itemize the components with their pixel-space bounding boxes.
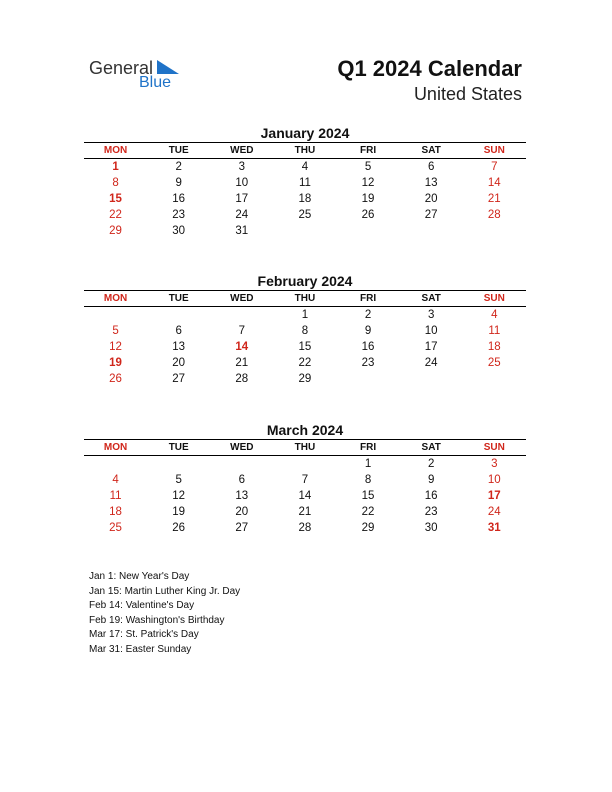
month-title: March 2024 [266, 422, 344, 438]
day-cell: 14 [235, 341, 249, 353]
day-cell: 30 [172, 225, 186, 237]
day-cell: 27 [424, 209, 438, 221]
logo-triangle-icon [157, 60, 179, 74]
day-cell: 28 [487, 209, 501, 221]
day-cell: 17 [235, 193, 249, 205]
day-cell: 19 [361, 193, 375, 205]
day-cell: 24 [487, 506, 501, 518]
holiday-item: Feb 19: Washington's Birthday [89, 614, 225, 626]
day-header-mon: MON [103, 145, 128, 156]
day-cell: 16 [424, 490, 438, 502]
empty-day-cell [84, 307, 147, 323]
day-cell: 18 [298, 193, 312, 205]
day-cell: 2 [175, 161, 182, 173]
day-cell: 25 [298, 209, 312, 221]
empty-day-cell [463, 223, 526, 239]
day-cell: 24 [424, 357, 438, 369]
weeks [84, 456, 526, 536]
empty-day-cell [400, 371, 463, 387]
day-cell: 4 [301, 161, 309, 173]
day-cell: 24 [235, 209, 249, 221]
week-row [84, 175, 526, 191]
day-cell: 21 [235, 357, 249, 369]
day-cell: 12 [109, 341, 122, 353]
week-row [84, 472, 526, 488]
holiday-list [89, 570, 240, 657]
logo-text-general: General [89, 58, 154, 78]
week-row [84, 159, 526, 175]
day-cell: 2 [427, 458, 435, 470]
day-header-sat: SAT [421, 145, 441, 156]
day-header-fri: FRI [360, 293, 377, 304]
day-cell: 22 [298, 357, 312, 369]
day-cell: 4 [491, 309, 498, 321]
day-header-fri: FRI [360, 442, 377, 453]
holiday-item: Mar 17: St. Patrick's Day [89, 629, 199, 640]
day-cell: 7 [238, 325, 246, 337]
day-cell: 20 [172, 357, 186, 369]
day-cell: 28 [298, 522, 312, 534]
day-cell: 25 [109, 522, 122, 534]
day-cell: 1 [301, 309, 309, 321]
week-row [84, 339, 526, 355]
day-cell: 3 [238, 161, 246, 173]
week-row [84, 520, 526, 536]
day-cell: 23 [424, 506, 438, 518]
day-cell: 22 [361, 506, 375, 518]
week-row [84, 371, 526, 387]
day-header-sun: SUN [483, 293, 505, 304]
empty-day-cell [337, 371, 400, 387]
day-cell: 14 [487, 177, 501, 189]
day-cell: 27 [172, 373, 186, 385]
day-cell: 5 [112, 325, 119, 337]
day-cell: 16 [361, 341, 375, 353]
day-header-thu: THU [294, 293, 316, 304]
day-cell: 29 [361, 522, 375, 534]
day-header-sun: SUN [483, 442, 505, 453]
day-cell: 26 [172, 522, 186, 534]
day-header-fri: FRI [360, 145, 377, 156]
month-february [84, 272, 526, 387]
day-cell: 11 [109, 490, 122, 502]
day-cell: 30 [424, 522, 438, 534]
day-header-mon: MON [103, 442, 128, 453]
day-cell: 3 [491, 458, 498, 470]
day-cell: 13 [235, 490, 249, 502]
week-row [84, 504, 526, 520]
day-cell: 8 [301, 325, 309, 337]
day-cell: 5 [175, 474, 182, 486]
day-cell: 3 [427, 309, 435, 321]
day-header-row [84, 440, 526, 455]
day-cell: 15 [109, 193, 122, 205]
week-row [84, 323, 526, 339]
day-header-tue: TUE [168, 442, 189, 453]
day-cell: 17 [487, 490, 501, 502]
day-cell: 7 [491, 161, 498, 173]
week-row [84, 355, 526, 371]
day-cell: 13 [172, 341, 186, 353]
empty-day-cell [273, 456, 336, 472]
day-cell: 8 [112, 177, 119, 189]
empty-day-cell [273, 223, 336, 239]
day-header-tue: TUE [168, 293, 189, 304]
day-cell: 26 [361, 209, 375, 221]
day-cell: 20 [424, 193, 438, 205]
day-cell: 19 [109, 357, 122, 369]
empty-day-cell [337, 223, 400, 239]
day-cell: 26 [109, 373, 122, 385]
day-header-sun: SUN [483, 145, 505, 156]
week-row [84, 191, 526, 207]
logo-text-blue: Blue [139, 74, 172, 91]
day-cell: 12 [172, 490, 186, 502]
day-cell: 9 [427, 474, 435, 486]
day-header-sat: SAT [421, 442, 441, 453]
day-cell: 15 [298, 341, 312, 353]
holiday-item: Feb 14: Valentine's Day [89, 600, 195, 611]
day-header-row [84, 143, 526, 158]
month-january [84, 124, 526, 239]
day-cell: 29 [109, 225, 122, 237]
day-cell: 9 [364, 325, 372, 337]
day-cell: 9 [175, 177, 182, 189]
day-cell: 10 [235, 177, 249, 189]
day-cell: 18 [109, 506, 122, 518]
day-cell: 6 [175, 325, 182, 337]
day-header-mon: MON [103, 293, 128, 304]
month-title: February 2024 [257, 273, 353, 289]
week-row [84, 207, 526, 223]
logo [89, 56, 189, 96]
week-row [84, 488, 526, 504]
day-cell: 6 [427, 161, 435, 173]
month-march [84, 421, 526, 536]
empty-day-cell [210, 307, 273, 323]
page-title: Q1 2024 Calendar [337, 56, 522, 81]
week-row [84, 307, 526, 323]
day-cell: 31 [235, 225, 249, 237]
day-header-row [84, 291, 526, 306]
day-cell: 5 [364, 161, 372, 173]
day-cell: 29 [298, 373, 312, 385]
day-cell: 19 [172, 506, 186, 518]
day-cell: 16 [172, 193, 186, 205]
week-row [84, 223, 526, 239]
page-subtitle: United States [413, 84, 522, 104]
week-row [84, 456, 526, 472]
empty-day-cell [147, 456, 210, 472]
day-cell: 28 [235, 373, 249, 385]
day-cell: 17 [424, 341, 438, 353]
day-cell: 10 [487, 474, 501, 486]
empty-day-cell [210, 456, 273, 472]
month-title: January 2024 [260, 125, 350, 141]
day-cell: 21 [487, 193, 501, 205]
day-header-thu: THU [294, 442, 316, 453]
empty-day-cell [147, 307, 210, 323]
day-header-wed: WED [230, 145, 254, 156]
weeks [84, 307, 526, 387]
day-cell: 7 [301, 474, 309, 486]
day-cell: 2 [364, 309, 372, 321]
day-header-wed: WED [230, 442, 254, 453]
day-cell: 1 [364, 458, 372, 470]
day-header-thu: THU [294, 145, 316, 156]
day-cell: 12 [361, 177, 375, 189]
day-cell: 23 [361, 357, 375, 369]
day-cell: 15 [361, 490, 375, 502]
empty-day-cell [84, 456, 147, 472]
day-cell: 11 [298, 177, 311, 189]
empty-day-cell [463, 371, 526, 387]
day-cell: 22 [109, 209, 122, 221]
day-cell: 8 [364, 474, 372, 486]
day-cell: 27 [235, 522, 249, 534]
day-cell: 14 [298, 490, 312, 502]
day-cell: 25 [487, 357, 501, 369]
day-cell: 4 [112, 474, 119, 486]
day-cell: 18 [487, 341, 501, 353]
day-cell: 1 [112, 161, 119, 173]
empty-day-cell [400, 223, 463, 239]
day-header-wed: WED [230, 293, 254, 304]
day-header-tue: TUE [168, 145, 189, 156]
holiday-item: Mar 31: Easter Sunday [89, 643, 192, 655]
day-header-sat: SAT [421, 293, 441, 304]
day-cell: 20 [235, 506, 249, 518]
day-cell: 31 [487, 522, 501, 534]
holiday-item: Jan 15: Martin Luther King Jr. Day [89, 585, 241, 597]
day-cell: 21 [298, 506, 312, 518]
day-cell: 10 [424, 325, 438, 337]
day-cell: 11 [488, 325, 501, 337]
day-cell: 13 [424, 177, 438, 189]
day-cell: 23 [172, 209, 186, 221]
holiday-item: Jan 1: New Year's Day [89, 571, 190, 582]
day-cell: 6 [238, 474, 246, 486]
weeks [84, 159, 526, 239]
